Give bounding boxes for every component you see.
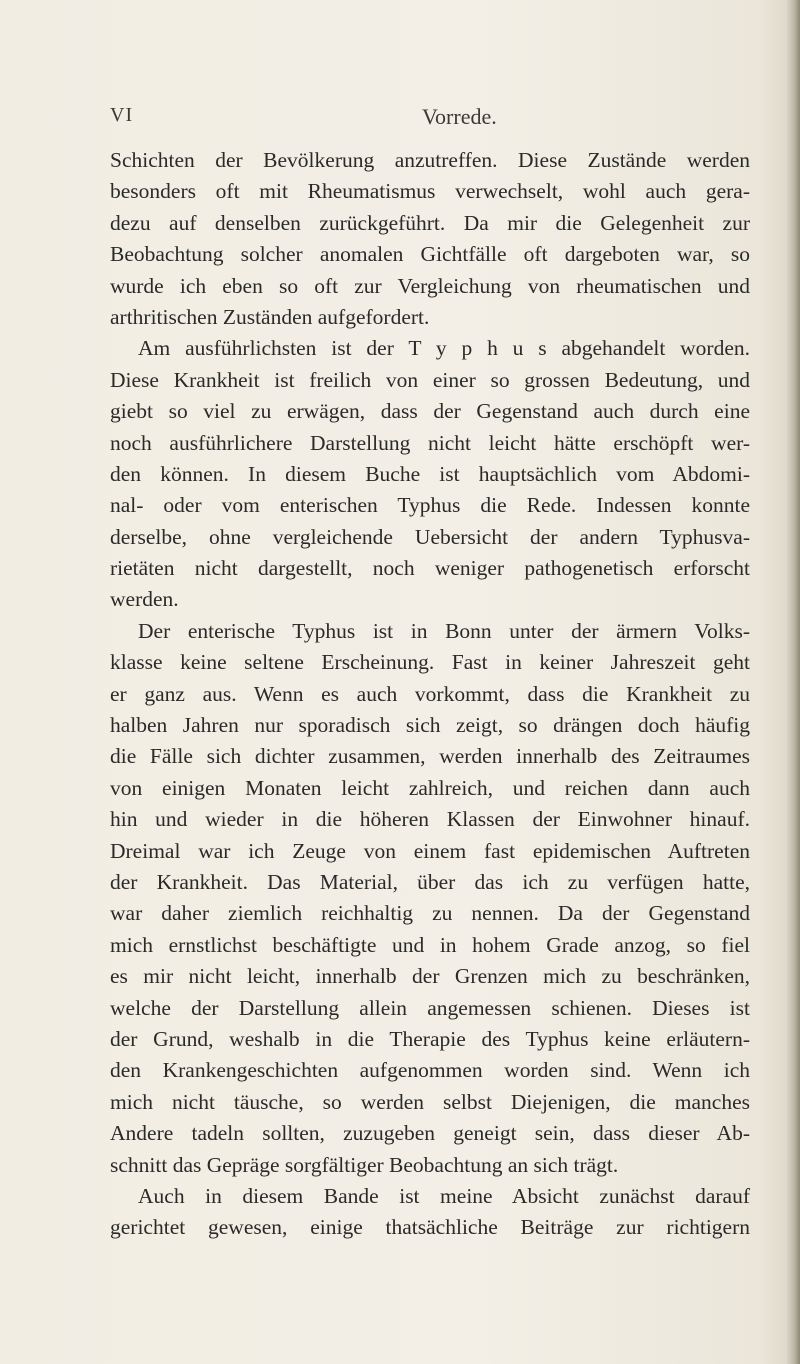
text-line: welche der Darstellung allein angemessen schienen. Dieses ist: [110, 995, 750, 1020]
text-line: er ganz aus. Wenn es auch vorkommt, dass die Krankheit zu: [110, 681, 750, 706]
text-line: mich nicht täusche, so werden selbst Diejenigen, die manches: [110, 1089, 750, 1114]
text-line: mich ernstlichst beschäftigte und in hohem Grade anzog, so fiel: [110, 932, 750, 957]
body-text: [110, 145, 750, 1244]
text-line: giebt so viel zu erwägen, dass der Gegenstand auch durch eine: [110, 399, 750, 424]
page-header: [110, 104, 710, 134]
text-line: noch ausführlichere Darstellung nicht leicht hätte erschöpft wer-: [110, 430, 750, 455]
text-line: Schichten der Bevölkerung anzutreffen. Diese Zustände werden: [110, 148, 750, 172]
text-line: hin und wieder in die höheren Klassen der Einwohner hinauf.: [110, 807, 750, 832]
text-line: der Krankheit. Das Material, über das ich zu verfügen hatte,: [110, 869, 750, 894]
text-line: gerichtet gewesen, einige thatsächliche Beiträge zur richtigern: [110, 1215, 750, 1240]
text-line: Beobachtung solcher anomalen Gichtfälle oft dargeboten war, so: [110, 242, 750, 267]
text-line: war daher ziemlich reichhaltig zu nennen. Da der Gegenstand: [110, 901, 750, 926]
text-line: rietäten nicht dargestellt, noch weniger pathogenetisch erforscht: [110, 556, 750, 581]
text-line: Am ausführlichsten ist der T y p h u s abgehandelt worden.: [138, 336, 750, 361]
text-line: besonders oft mit Rheumatismus verwechselt, wohl auch gera-: [110, 179, 750, 204]
page-number: VI: [110, 104, 134, 126]
page-edge-shadow: [786, 0, 800, 1364]
text-line: derselbe, ohne vergleichende Uebersicht der andern Typhusva-: [110, 524, 750, 549]
text-line: klasse keine seltene Erscheinung. Fast in keiner Jahreszeit geht: [110, 650, 750, 675]
text-line: werden.: [110, 587, 179, 612]
text-line: wurde ich eben so oft zur Vergleichung von rheumatischen und: [110, 273, 750, 298]
text-line: schnitt das Gepräge sorgfältiger Beobachtung an sich trägt.: [110, 1152, 619, 1177]
text-line: Dreimal war ich Zeuge von einem fast epidemischen Auftreten: [110, 838, 750, 863]
running-head: Vorrede.: [422, 104, 497, 129]
text-line: Auch in diesem Bande ist meine Absicht zunächst darauf: [138, 1183, 750, 1208]
text-line: die Fälle sich dichter zusammen, werden innerhalb des Zeitraumes: [110, 744, 750, 769]
text-line: halben Jahren nur sporadisch sich zeigt, so drängen doch häufig: [110, 713, 750, 738]
text-line: von einigen Monaten leicht zahlreich, und reichen dann auch: [110, 775, 750, 800]
text-line: es mir nicht leicht, innerhalb der Grenzen mich zu beschränken,: [110, 964, 750, 989]
text-line: nal- oder vom enterischen Typhus die Rede. Indessen konnte: [110, 493, 750, 518]
text-line: Andere tadeln sollten, zuzugeben geneigt sein, dass dieser Ab-: [110, 1121, 750, 1146]
text-line: Diese Krankheit ist freilich von einer so grossen Bedeutung, und: [110, 367, 750, 392]
text-line: den können. In diesem Buche ist hauptsächlich vom Abdomi-: [110, 461, 750, 486]
text-line: dezu auf denselben zurückgeführt. Da mir die Gelegenheit zur: [110, 210, 750, 235]
text-line: Der enterische Typhus ist in Bonn unter der ärmern Volks-: [138, 618, 750, 643]
text-line: den Krankengeschichten aufgenommen worden sind. Wenn ich: [110, 1058, 750, 1083]
text-line: der Grund, weshalb in die Therapie des Typhus keine erläutern-: [110, 1026, 750, 1051]
text-line: arthritischen Zuständen aufgefordert.: [110, 304, 430, 329]
